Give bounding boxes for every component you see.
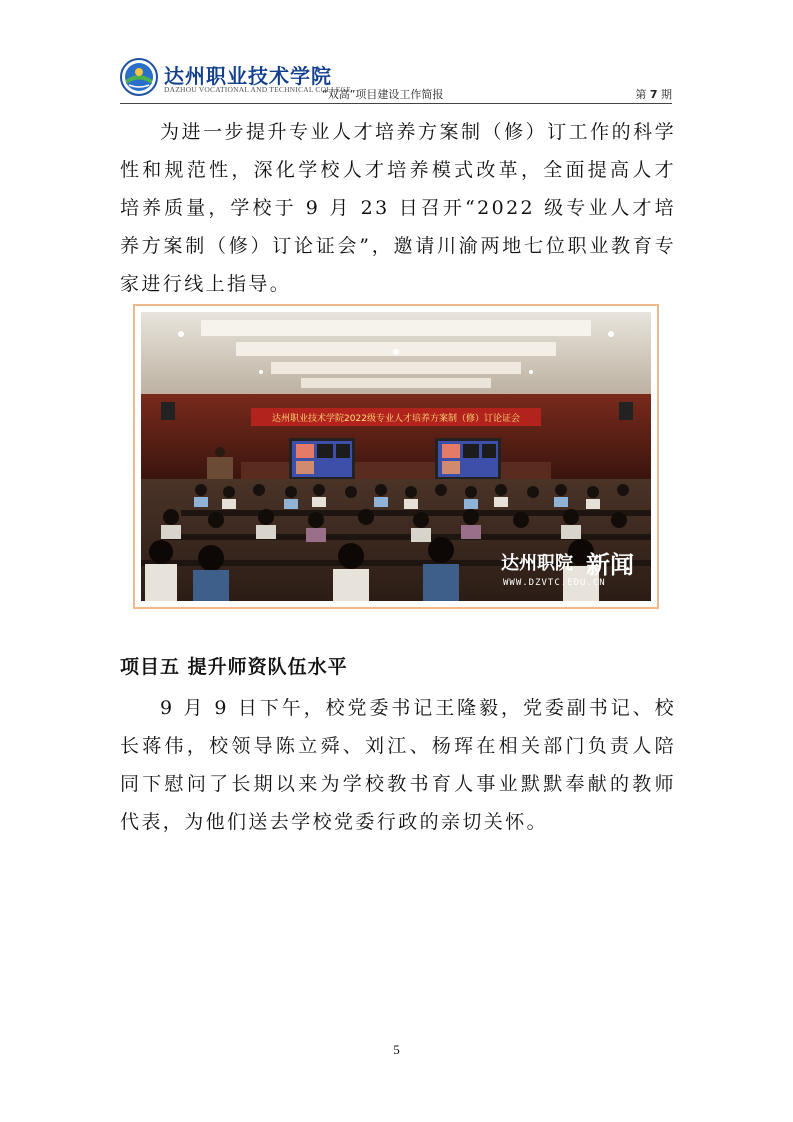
paragraph-2: 9 月 9 日下午，校党委书记王隆毅，党委副书记、校长蒋伟，校领导陈立舜、刘江、杨珲在相关部门负责人陪同下慰问了长期以来为学校教书育人事业默默奉献的教师代表，为他们送去学校党委行政的亲切关怀。: [120, 697, 676, 833]
college-logo-icon: [120, 58, 158, 96]
issue-label: [635, 86, 672, 102]
watermark-cn: 达州职院: [501, 553, 573, 574]
bulletin-title: “双高”项目建设工作简报: [322, 88, 444, 101]
watermark-url: WWW.DZVTC.EDU.CN: [503, 578, 606, 588]
paragraph-1: 为进一步提升专业人才培养方案制（修）订工作的科学性和规范性，深化学校人才培养模式改革，全面提高人才培养质量，学校于 9 月 23 日召开“2022 级专业人才培养方案制（修）订论证会”，邀请川渝两地七位职业教育专家进行线上指导。: [120, 121, 676, 295]
issue-number: 7: [649, 88, 658, 101]
issue-suffix: 期: [661, 88, 672, 101]
meeting-photo-frame: [133, 304, 659, 609]
page-number: 5: [393, 1042, 400, 1057]
meeting-photo: [141, 312, 651, 601]
college-name-en: DAZHOU VOCATIONAL AND TECHNICAL COLLEGE: [164, 85, 351, 94]
issue-prefix: 第: [635, 88, 647, 101]
section-title: 项目五 提升师资队伍水平: [120, 656, 348, 678]
page-header: [120, 58, 672, 104]
watermark-news: 新闻: [586, 551, 634, 579]
header-divider: [120, 103, 672, 104]
college-name-cn: 达州职业技术学院: [164, 64, 332, 88]
meeting-banner-text: 达州职业技术学院2022级专业人才培养方案制（修）订论证会: [272, 414, 520, 424]
